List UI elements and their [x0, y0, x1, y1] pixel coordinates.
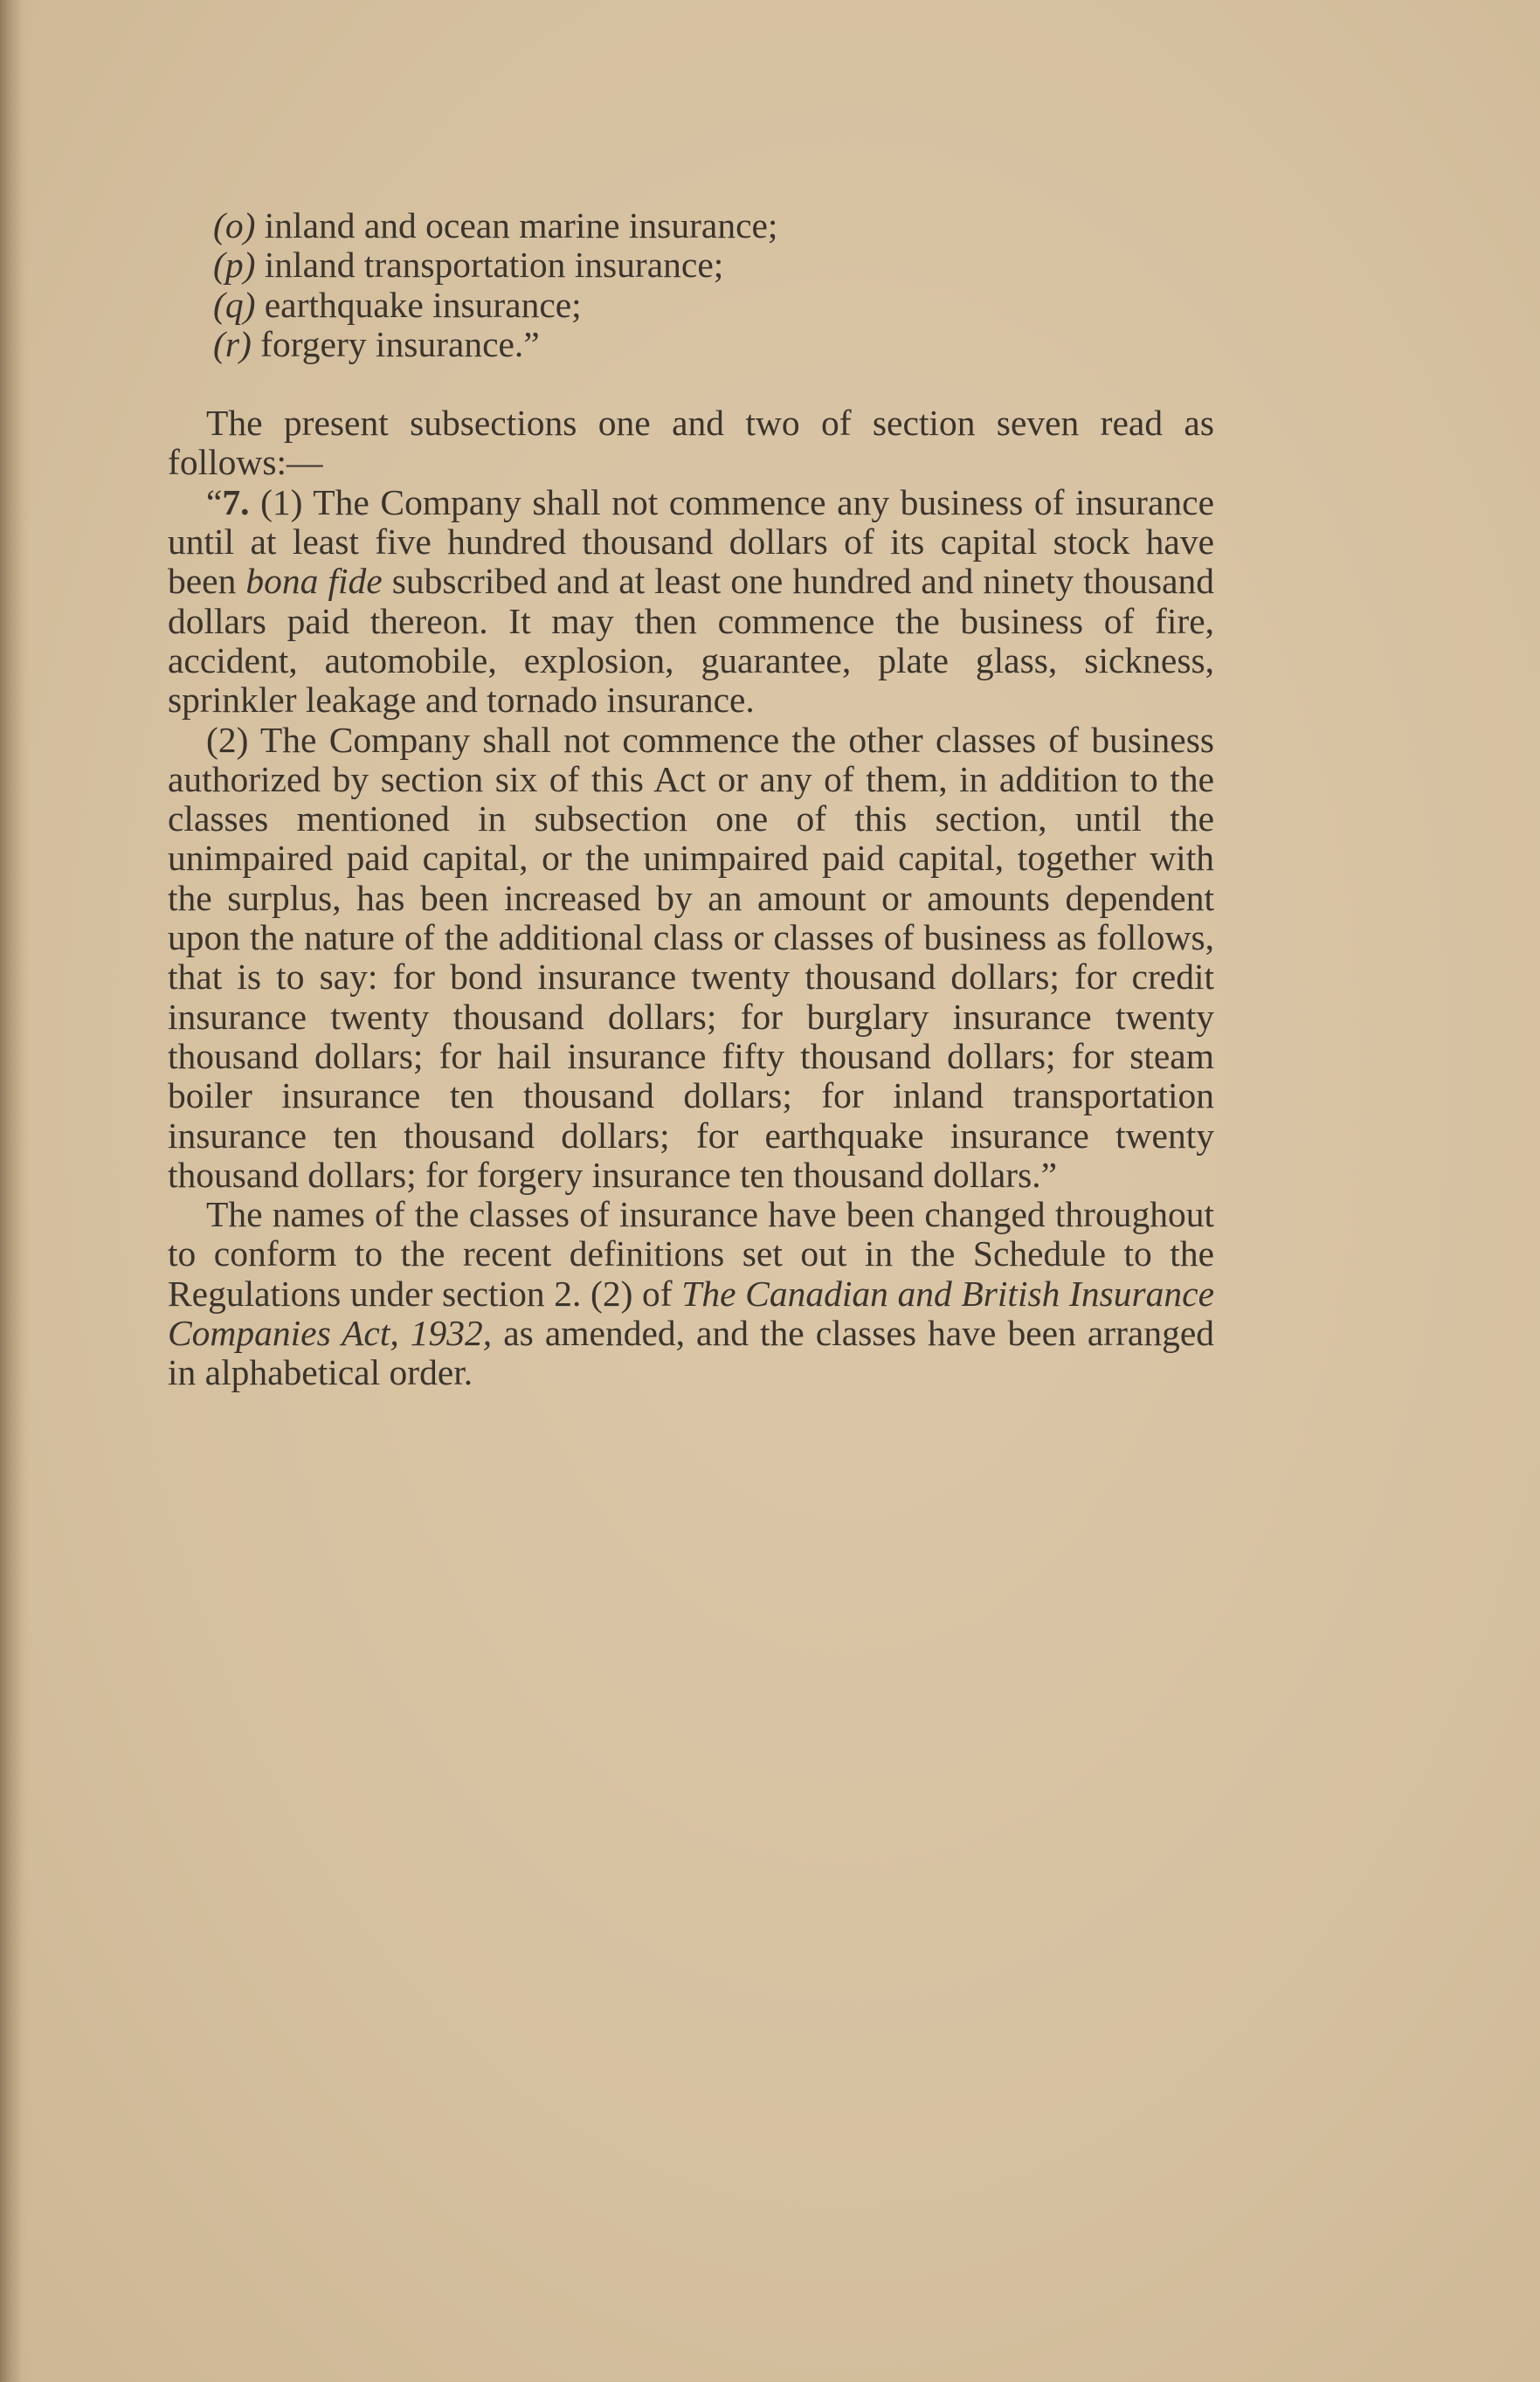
list-item-o: [168, 206, 1214, 245]
list-text: earthquake insurance;: [255, 284, 582, 325]
list-text: forgery insurance.”: [251, 323, 540, 364]
closing-text-b: as amended, and the classes have been arranged in alphabetical order.: [168, 1313, 1214, 1393]
section-number: 7.: [222, 481, 250, 522]
list-letter: (p): [213, 245, 256, 286]
list-item-q: [168, 286, 1214, 325]
list-text: inland and ocean marine insurance;: [255, 205, 778, 245]
open-quote: “: [206, 481, 223, 522]
subsection-one-paragraph: [168, 483, 1214, 721]
list-text: inland transportation insurance;: [255, 245, 724, 286]
list-item-r: [168, 325, 1214, 364]
bona-fide-italic: bona fide: [245, 561, 383, 602]
closing-text-a: The names of the classes of insurance have been changed throughout to conform to the recent definitions set out in the Schedule to the Regulations under section 2. (2) of: [168, 1194, 1214, 1314]
page-binding-edge: [0, 0, 30, 2382]
list-letter: (r): [213, 323, 252, 364]
subsection-one-text-a: (1) The Company shall not commence any business of insurance until at least five hundred thousand dollars of its capital stock have been: [168, 481, 1214, 602]
subsection-two-paragraph: (2) The Company shall not commence the other classes of business authorized by section six of this Act or any of them, in addition to the classes mentioned in subsection one of this section, until the unimpaired paid capital, or the unimpaired paid capital, together with the surplus, has been increased by an amount or amounts dependent upon the nature of the additional class or classes of business as follows, that is to say: for bond insurance twenty thousand dollars; for credit insurance twenty thousand dollars; for burglary insurance twenty thousand dollars; for hail insurance fifty thousand dollars; for steam boiler insurance ten thousand dollars; for inland transportation insurance ten thousand dollars; for earthquake insurance twenty thousand dollars; for forgery insurance ten thousand dollars.”: [168, 719, 1214, 1195]
paragraph-gap: [168, 364, 1214, 404]
body-text: [168, 206, 1214, 1393]
list-letter: (o): [213, 205, 256, 245]
intro-paragraph: The present subsections one and two of section seven read as follows:—: [168, 403, 1214, 483]
subsection-one-text-b: subscribed and at least one hundred and ninety thousand dollars paid thereon. It may then commence the business of fire, accident, automobile, explosion, guarantee, plate glass, sickness, sprinkler leakage and tornado insurance.: [168, 561, 1215, 721]
list-item-p: [168, 245, 1214, 285]
list-letter: (q): [213, 284, 256, 325]
act-title-italic: The Canadian and British Insurance Companies Act, 1932,: [168, 1273, 1214, 1354]
closing-paragraph: [168, 1195, 1214, 1392]
